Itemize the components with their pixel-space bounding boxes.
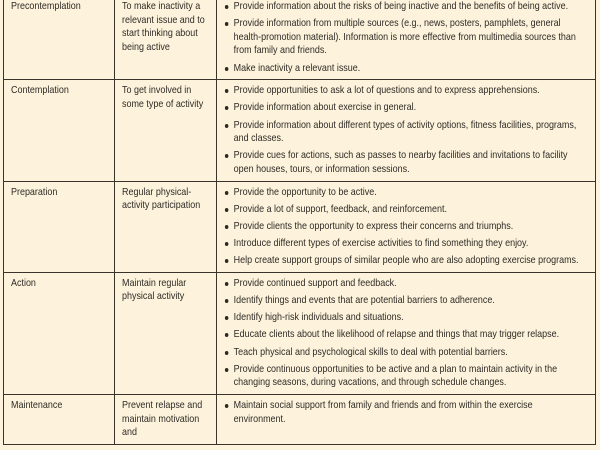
goal-cell: To get involved in some type of activity [115,80,217,181]
strategy-item: Educate clients about the likelihood of relapse and things that may trigger relapse. [224,328,587,342]
table-row-precontemplation [4,0,596,80]
stages-of-change-table [3,0,596,445]
strategy-item: Provide a lot of support, feedback, and reinforcement. [224,203,587,217]
table-row-action [4,272,596,394]
goal-cell: Maintain regular physical activity [115,272,217,394]
strategy-item: Teach physical and psychological skills to deal with potential barriers. [224,346,587,360]
strategies-list [224,399,587,426]
strategies-cell [217,80,596,181]
strategies-cell [217,394,596,444]
stage-cell: Action [4,272,115,394]
strategy-item: Maintain social support from family and friends and from within the exercise environment. [224,399,587,426]
strategy-item: Provide continuous opportunities to be active and a plan to maintain activity in the changing seasons, during vacations, and through schedule changes. [224,363,587,390]
strategies-list [224,186,587,268]
strategies-list [224,84,587,176]
goal-cell: To make inactivity a relevant issue and to start thinking about being active [115,0,217,80]
strategy-item: Identify high-risk individuals and situations. [224,311,587,325]
strategy-item: Provide cues for actions, such as passes to nearby facilities and invitations to facility open houses, tours, or information sessions. [224,149,587,176]
strategy-item: Introduce different types of exercise activities to find something they enjoy. [224,237,587,251]
strategy-item: Make inactivity a relevant issue. [224,62,587,76]
table-row-preparation [4,181,596,272]
strategies-cell [217,181,596,272]
table-row-maintenance [4,394,596,444]
stage-cell: Precontemplation [4,0,115,80]
stage-cell: Preparation [4,181,115,272]
table-row-contemplation [4,80,596,181]
strategy-item: Provide continued support and feedback. [224,277,587,291]
strategy-item: Provide information about different types of activity options, fitness facilities, programs, and classes. [224,119,587,146]
goal-cell: Regular physical-activity participation [115,181,217,272]
strategy-item: Provide the opportunity to be active. [224,186,587,200]
strategy-item: Provide opportunities to ask a lot of questions and to express apprehensions. [224,84,587,98]
strategy-item: Provide information about the risks of being inactive and the benefits of being active. [224,0,587,14]
strategy-item: Provide information from multiple sources (e.g., news, posters, pamphlets, general health-promotion material). Information is more effective from multimedia sources than from family and friends. [224,17,587,58]
strategy-item: Identify things and events that are potential barriers to adherence. [224,294,587,308]
strategy-item: Provide clients the opportunity to express their concerns and triumphs. [224,220,587,234]
strategies-list [224,0,587,75]
goal-cell: Prevent relapse and maintain motivation and [115,394,217,444]
strategies-cell [217,272,596,394]
strategies-cell [217,0,596,80]
strategies-list [224,277,587,390]
strategy-item: Help create support groups of similar people who are also adopting exercise programs. [224,254,587,268]
stage-cell: Maintenance [4,394,115,444]
strategy-item: Provide information about exercise in general. [224,101,587,115]
stage-cell: Contemplation [4,80,115,181]
